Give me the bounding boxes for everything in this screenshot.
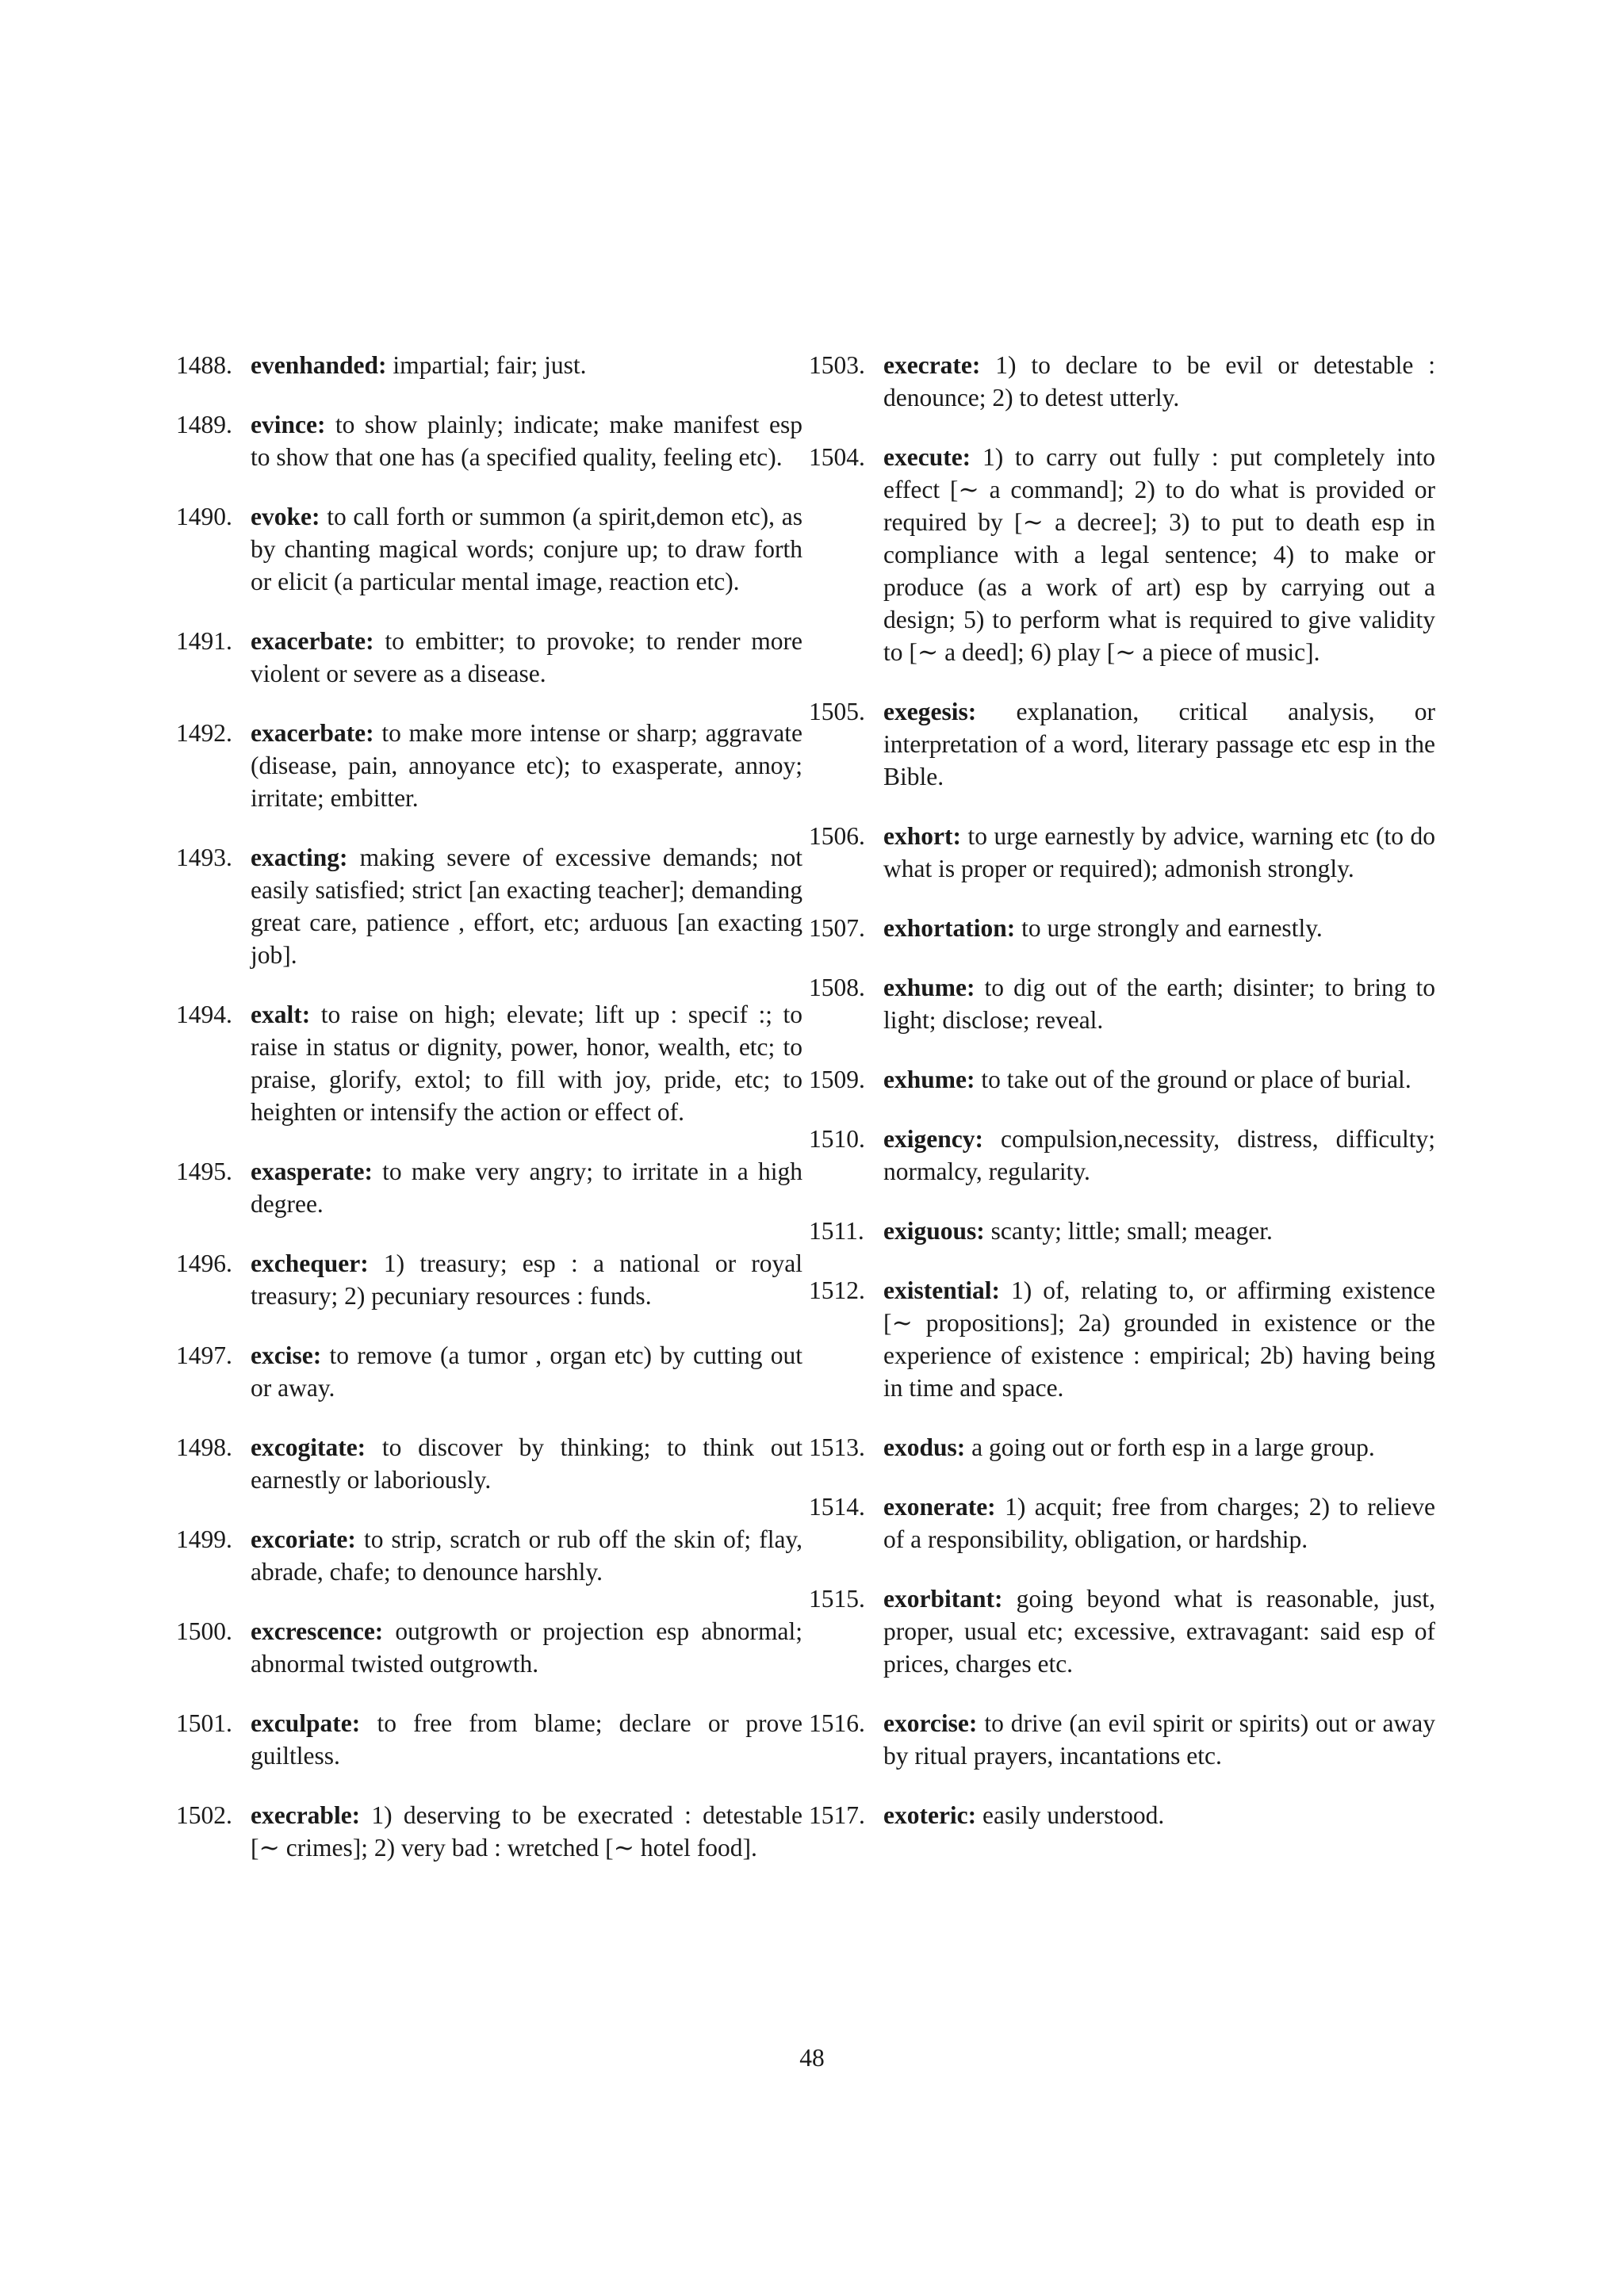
- entry-term: exalt:: [251, 1001, 311, 1028]
- entry-definition: a going out or forth esp in a large group.: [971, 1433, 1375, 1461]
- entry-number: 1513.: [809, 1433, 865, 1461]
- entry-definition: scanty; little; small; meager.: [990, 1217, 1273, 1245]
- glossary-entry: [809, 1063, 1435, 1096]
- entry-term: exacerbate:: [251, 627, 374, 655]
- entry-term: exhume:: [883, 974, 975, 1001]
- entry-definition: to make more intense or sharp; aggravate (disease, pain, annoyance etc); to exasperate, annoy; irritate; embitter.: [251, 719, 802, 812]
- entry-definition: to discover by thinking; to think out earnestly or laboriously.: [251, 1433, 803, 1494]
- entry-definition: making severe of excessive demands; not easily satisfied; strict [an exacting teacher]; demanding great care, patience , effort, etc; arduous [an exacting job].: [251, 844, 803, 969]
- entry-term: exigency:: [883, 1125, 983, 1153]
- entry-definition: easily understood.: [982, 1801, 1165, 1829]
- entry-number: 1503.: [809, 351, 865, 379]
- entry-number: 1504.: [809, 443, 865, 471]
- entry-definition: 1) to declare to be evil or detestable : denounce; 2) to detest utterly.: [883, 351, 1435, 411]
- entry-number: 1497.: [176, 1341, 232, 1369]
- glossary-entry: [809, 912, 1435, 944]
- entry-number: 1492.: [176, 719, 232, 747]
- entry-term: exonerate:: [883, 1493, 996, 1521]
- glossary-entry: [809, 820, 1435, 885]
- entry-number: 1491.: [176, 627, 232, 655]
- entry-number: 1501.: [176, 1709, 232, 1737]
- entry-term: exegesis:: [883, 698, 977, 725]
- entry-number: 1494.: [176, 1001, 232, 1028]
- entry-number: 1514.: [809, 1493, 865, 1521]
- entry-number: 1508.: [809, 974, 865, 1001]
- entry-number: 1495.: [176, 1158, 232, 1185]
- glossary-entry: [809, 1274, 1435, 1404]
- entry-definition: to call forth or summon (a spirit,demon etc), as by chanting magical words; conjure up; to draw forth or elicit (a particular mental image, reaction etc).: [251, 503, 802, 595]
- glossary-entry: [809, 1215, 1435, 1247]
- entry-term: exhort:: [883, 822, 961, 850]
- entry-definition: to free from blame; declare or prove guiltless.: [251, 1709, 802, 1770]
- entry-definition: to embitter; to provoke; to render more violent or severe as a disease.: [251, 627, 803, 687]
- entry-definition: impartial; fair; just.: [393, 351, 587, 379]
- entry-definition: to show plainly; indicate; make manifest esp to show that one has (a specified quality, feeling etc).: [251, 411, 802, 471]
- entry-number: 1505.: [809, 698, 865, 725]
- entry-term: existential:: [883, 1276, 1000, 1304]
- entry-number: 1517.: [809, 1801, 865, 1829]
- entry-definition: 1) acquit; free from charges; 2) to relieve of a responsibility, obligation, or hardship.: [883, 1493, 1435, 1553]
- entry-number: 1490.: [176, 503, 232, 530]
- glossary-entry: [809, 971, 1435, 1036]
- entry-term: execute:: [883, 443, 971, 471]
- glossary-entry: [176, 349, 802, 381]
- entry-definition: to strip, scratch or rub off the skin of; flay, abrade, chafe; to denounce harshly.: [251, 1525, 803, 1586]
- glossary-entry: [176, 1799, 802, 1864]
- entry-term: exoteric:: [883, 1801, 977, 1829]
- entry-term: evoke:: [251, 503, 320, 530]
- glossary-entry: [176, 408, 802, 473]
- entry-number: 1502.: [176, 1801, 232, 1829]
- entry-number: 1493.: [176, 844, 232, 871]
- glossary-entry: [176, 841, 802, 971]
- glossary-entry: [176, 1339, 802, 1404]
- entry-term: excise:: [251, 1341, 322, 1369]
- glossary-entry: [176, 1431, 802, 1496]
- entry-term: exacting:: [251, 844, 348, 871]
- glossary-entry: [176, 1155, 802, 1220]
- entry-term: exorcise:: [883, 1709, 978, 1737]
- glossary-entry: [809, 441, 1435, 668]
- entry-definition: 1) treasury; esp : a national or royal treasury; 2) pecuniary resources : funds.: [251, 1249, 802, 1310]
- entry-definition: going beyond what is reasonable, just, proper, usual etc; excessive, extravagant: said esp of prices, charges etc.: [883, 1585, 1435, 1678]
- entry-definition: to urge earnestly by advice, warning etc (to do what is proper or required); admonish strongly.: [883, 822, 1435, 882]
- glossary-entry: [809, 1582, 1435, 1680]
- entry-number: 1516.: [809, 1709, 865, 1737]
- entry-number: 1510.: [809, 1125, 865, 1153]
- glossary-entry: [176, 1247, 802, 1312]
- glossary-entry: [176, 717, 802, 814]
- entry-number: 1488.: [176, 351, 232, 379]
- entry-definition: to take out of the ground or place of burial.: [981, 1066, 1411, 1093]
- entry-term: exorbitant:: [883, 1585, 1003, 1613]
- entry-definition: outgrowth or projection esp abnormal; abnormal twisted outgrowth.: [251, 1617, 802, 1678]
- right-column: [809, 349, 1435, 1858]
- entry-definition: 1) to carry out fully : put completely into effect [∼ a command]; 2) to do what is provided or required by [∼ a decree]; 3) to put to death esp in compliance with a legal sentence; 4) to make or produce (as a work of art) esp by carrying out a design; 5) to perform what is required to give validity to [∼ a deed]; 6) play [∼ a piece of music].: [883, 443, 1436, 666]
- entry-number: 1507.: [809, 914, 865, 942]
- page-number: 48: [799, 2044, 825, 2072]
- entry-term: execrate:: [883, 351, 981, 379]
- entry-term: evenhanded:: [251, 351, 387, 379]
- glossary-entry: [176, 1523, 802, 1588]
- entry-number: 1498.: [176, 1433, 232, 1461]
- glossary-entry: [809, 1799, 1435, 1831]
- glossary-entry: [809, 695, 1435, 793]
- entry-term: excogitate:: [251, 1433, 366, 1461]
- entry-term: excrescence:: [251, 1617, 384, 1645]
- glossary-entry: [176, 1707, 802, 1772]
- entry-definition: 1) of, relating to, or affirming existence [∼ propositions]; 2a) grounded in existence or the experience of existence : empirical; 2b) having being in time and space.: [883, 1276, 1435, 1402]
- entry-number: 1499.: [176, 1525, 232, 1553]
- entry-term: exchequer:: [251, 1249, 369, 1277]
- entry-definition: to make very angry; to irritate in a high degree.: [251, 1158, 802, 1218]
- left-column: [176, 349, 802, 1891]
- entry-definition: to raise on high; elevate; lift up : specif :; to raise in status or dignity, power, honor, wealth, etc; to praise, glorify, extol; to fill with joy, pride, etc; to heighten or intensify the action or effect of.: [251, 1001, 802, 1126]
- entry-term: evince:: [251, 411, 326, 438]
- entry-definition: to urge strongly and earnestly.: [1021, 914, 1323, 942]
- glossary-entry: [809, 1707, 1435, 1772]
- entry-definition: to remove (a tumor , organ etc) by cutting out or away.: [251, 1341, 802, 1402]
- entry-term: exasperate:: [251, 1158, 373, 1185]
- entry-term: exiguous:: [883, 1217, 985, 1245]
- glossary-entry: [176, 500, 802, 598]
- glossary-entry: [176, 1615, 802, 1680]
- entry-definition: 1) deserving to be execrated : detestable [∼ crimes]; 2) very bad : wretched [∼ hotel food].: [251, 1801, 803, 1862]
- glossary-entry: [176, 998, 802, 1128]
- glossary-entry: [176, 625, 802, 690]
- entry-term: exacerbate:: [251, 719, 374, 747]
- entry-term: exodus:: [883, 1433, 966, 1461]
- entry-definition: to dig out of the earth; disinter; to bring to light; disclose; reveal.: [883, 974, 1436, 1034]
- glossary-entry: [809, 349, 1435, 414]
- entry-number: 1512.: [809, 1276, 865, 1304]
- entry-number: 1489.: [176, 411, 232, 438]
- entry-definition: to drive (an evil spirit or spirits) out or away by ritual prayers, incantations etc.: [883, 1709, 1435, 1770]
- entry-definition: explanation, critical analysis, or interpretation of a word, literary passage etc esp in the Bible.: [883, 698, 1435, 790]
- entry-term: execrable:: [251, 1801, 361, 1829]
- entry-term: excoriate:: [251, 1525, 356, 1553]
- entry-number: 1496.: [176, 1249, 232, 1277]
- glossary-entry: [809, 1490, 1435, 1556]
- entry-term: exhume:: [883, 1066, 975, 1093]
- entry-number: 1506.: [809, 822, 865, 850]
- entry-term: exhortation:: [883, 914, 1016, 942]
- entry-number: 1515.: [809, 1585, 865, 1613]
- glossary-entry: [809, 1431, 1435, 1464]
- entry-number: 1511.: [809, 1217, 864, 1245]
- glossary-entry: [809, 1123, 1435, 1188]
- entry-number: 1500.: [176, 1617, 232, 1645]
- entry-definition: compulsion,necessity, distress, difficulty; normalcy, regularity.: [883, 1125, 1435, 1185]
- entry-term: exculpate:: [251, 1709, 361, 1737]
- entry-number: 1509.: [809, 1066, 865, 1093]
